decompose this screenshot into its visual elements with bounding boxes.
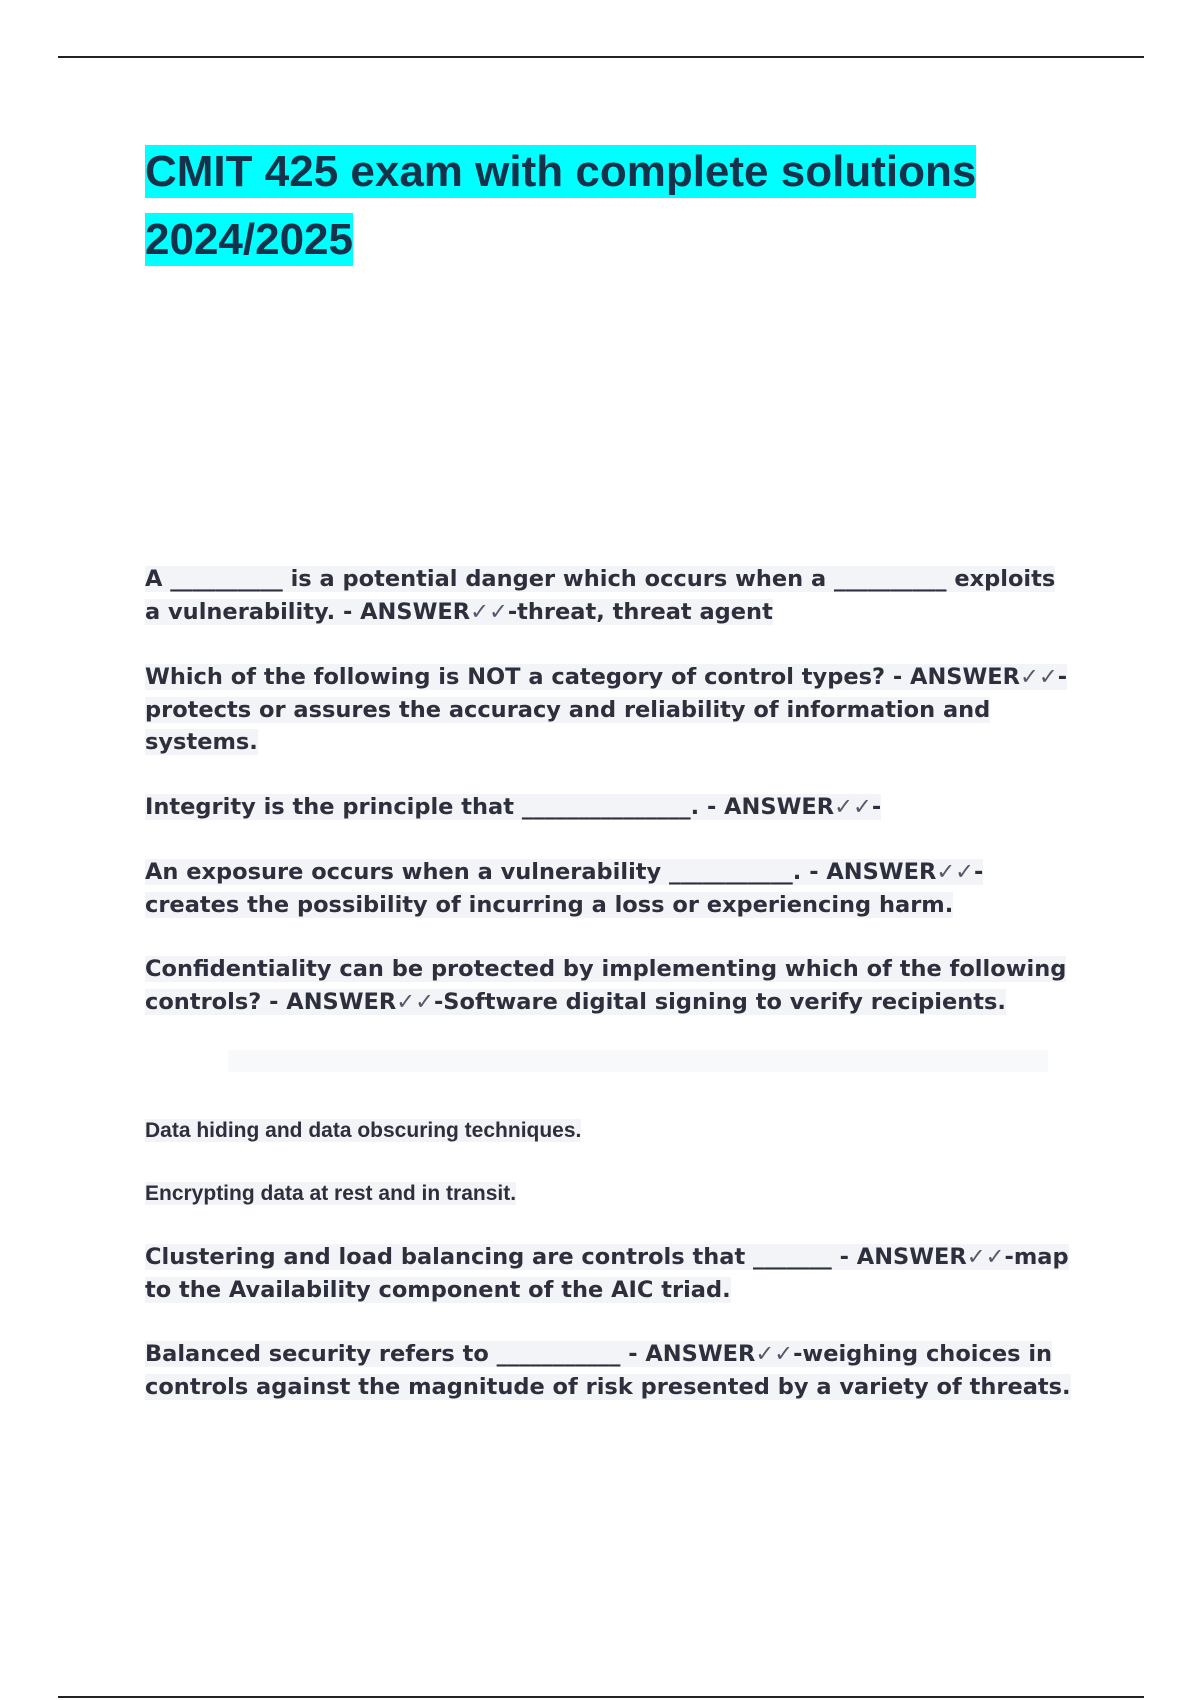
answer-text: -threat, threat agent: [507, 598, 773, 625]
qa-item-6: [145, 1241, 1075, 1306]
header-rule: [58, 56, 1144, 58]
question-text: Confidentiality can be protected by implementing which of the following controls? - ANSWER: [145, 956, 1067, 1015]
option-text: Encrypting data at rest and in transit.: [145, 1182, 517, 1205]
question-text: A __________ is a potential danger which occurs when a __________ exploits a vulnerability. - ANSWER: [145, 566, 1056, 625]
question-text: Clustering and load balancing are controls that _______ - ANSWER: [145, 1244, 967, 1270]
checkmark-icon: ✓✓: [470, 598, 508, 625]
qa-item-5: [145, 953, 1075, 1018]
qa-item-1: [145, 563, 1075, 628]
footer-rule: [58, 1696, 1144, 1698]
answer-text: -weighing choices in controls against the magnitude of risk presented by a variety of threats.: [145, 1341, 1071, 1400]
qa-item-7: [145, 1338, 1075, 1403]
checkmark-icon: ✓✓: [755, 1341, 794, 1367]
answer-text: -: [871, 794, 882, 820]
answer-text: -Software digital signing to verify recipients.: [433, 988, 1006, 1015]
page-title: [145, 138, 1105, 274]
checkmark-icon: ✓✓: [834, 794, 872, 820]
option-text: Data hiding and data obscuring techniques.: [145, 1119, 582, 1142]
answer-text: -map to the Availability component of the AIC triad.: [145, 1244, 1069, 1303]
option-item-2: [145, 1179, 1075, 1209]
question-text: An exposure occurs when a vulnerability ___________. - ANSWER: [145, 859, 937, 885]
qa-item-3: [145, 791, 1075, 824]
answer-text: -protects or assures the accuracy and reliability of information and systems.: [145, 664, 1068, 755]
question-text: Balanced security refers to ___________ - ANSWER: [145, 1341, 756, 1367]
option-item-1: [145, 1116, 1075, 1146]
question-text: Integrity is the principle that _______________. - ANSWER: [145, 794, 835, 820]
answer-text: -creates the possibility of incurring a loss or experiencing harm.: [145, 859, 984, 918]
title-highlight: CMIT 425 exam with complete solutions 2024/2025: [145, 147, 977, 264]
qa-item-4: [145, 856, 1075, 921]
question-text: Which of the following is NOT a category of control types? - ANSWER: [145, 664, 1021, 690]
checkmark-icon: ✓✓: [396, 988, 434, 1015]
checkmark-icon: ✓✓: [1020, 664, 1058, 690]
shaded-band: [228, 1050, 1048, 1072]
checkmark-icon: ✓✓: [936, 859, 975, 885]
qa-item-2: [145, 661, 1075, 759]
checkmark-icon: ✓✓: [966, 1244, 1005, 1270]
